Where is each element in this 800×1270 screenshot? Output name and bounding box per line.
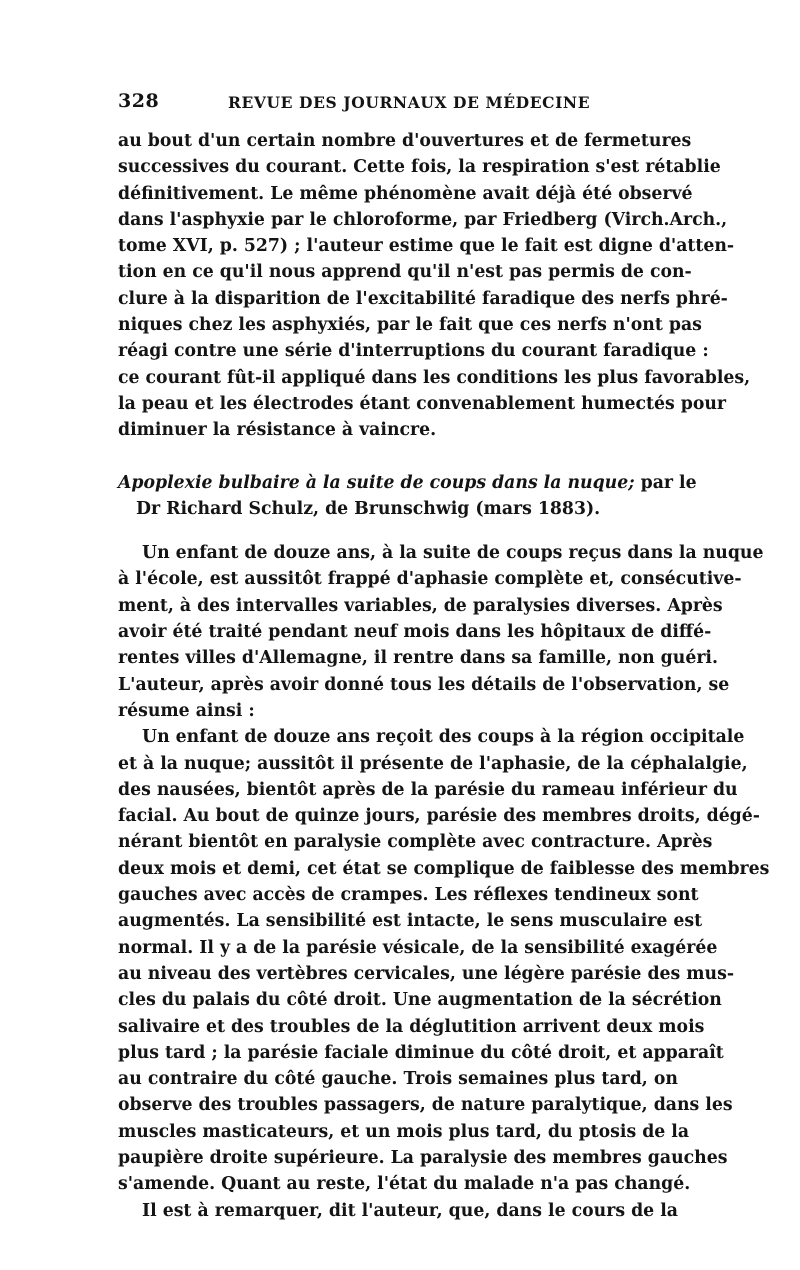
text-line: facial. Au bout de quinze jours, parésie des membres droits, dégé- (118, 806, 760, 827)
text-line: avoir été traité pendant neuf mois dans les hôpitaux de diffé- (118, 622, 712, 643)
paragraph (118, 540, 764, 724)
article-title: Apoplexie bulbaire à la suite de coups dans la nuque; (118, 472, 635, 493)
text-line: s'amende. Quant au reste, l'état du malade n'a pas changé. (118, 1174, 691, 1195)
text-line: salivaire et des troubles de la déglutition arrivent deux mois (118, 1016, 705, 1037)
text-line: ce courant fût-il appliqué dans les conditions les plus favorables, (118, 367, 751, 388)
text-line: résume ainsi : (118, 700, 255, 721)
text-line: plus tard ; la parésie faciale diminue du côté droit, et apparaît (118, 1042, 724, 1063)
text-line: rentes villes d'Allemagne, il rentre dans sa famille, non guéri. (118, 648, 719, 669)
section-gap (118, 522, 678, 540)
text-line: des nausées, bientôt après de la parésie du rameau inférieur du (118, 779, 738, 800)
text-line: au contraire du côté gauche. Trois semaines plus tard, on (118, 1069, 678, 1090)
section-gap (118, 444, 678, 470)
article-author-line: Dr Richard Schulz, de Brunschwig (mars 1883). (136, 498, 601, 519)
text-line: nérant bientôt en paralysie complète avec contracture. Après (118, 832, 713, 853)
paragraph (118, 724, 770, 1224)
text-line: tome XVI, p. 527) ; l'auteur estime que le fait est digne d'atten- (118, 236, 735, 257)
journal-title: REVUE DES JOURNAUX DE MÉDECINE (228, 93, 591, 112)
text-line: L'auteur, après avoir donné tous les détails de l'observation, se (118, 674, 730, 695)
article-heading (118, 470, 697, 523)
text-line: Un enfant de douze ans, à la suite de coups reçus dans la nuque (142, 543, 764, 564)
text-line: normal. Il y a de la parésie vésicale, de la sensibilité exagérée (118, 937, 718, 958)
running-head (118, 90, 678, 118)
text-line: cles du palais du côté droit. Une augmentation de la sécrétion (118, 990, 722, 1011)
text-line: diminuer la résistance à vaincre. (118, 420, 437, 441)
body-text (118, 128, 770, 1224)
text-line: dans l'asphyxie par le chloroforme, par Friedberg (Virch.Arch., (118, 209, 728, 230)
text-line: niques chez les asphyxiés, par le fait que ces nerfs n'ont pas (118, 315, 702, 336)
text-line: augmentés. La sensibilité est intacte, le sens musculaire est (118, 911, 703, 932)
text-line: muscles masticateurs, et un mois plus tard, du ptosis de la (118, 1121, 690, 1142)
text-line: gauches avec accès de crampes. Les réflexes tendineux sont (118, 885, 699, 906)
text-line: réagi contre une série d'interruptions du courant faradique : (118, 341, 709, 362)
text-line: et à la nuque; aussitôt il présente de l'aphasie, de la céphalalgie, (118, 753, 748, 774)
text-line: successives du courant. Cette fois, la respiration s'est rétablie (118, 157, 721, 178)
text-line: deux mois et demi, cet état se complique de faiblesse des membres (118, 858, 770, 879)
article-byline-prefix: par le (634, 472, 697, 493)
text-line: définitivement. Le même phénomène avait déjà été observé (118, 183, 693, 204)
text-line: à l'école, est aussitôt frappé d'aphasie complète et, consécutive- (118, 569, 742, 590)
text-line: clure à la disparition de l'excitabilité faradique des nerfs phré- (118, 288, 728, 309)
text-line: tion en ce qu'il nous apprend qu'il n'est pas permis de con- (118, 262, 692, 283)
article-title-line (118, 470, 697, 496)
paragraph-continuation (118, 128, 751, 444)
text-line: observe des troubles passagers, de nature paralytique, dans les (118, 1095, 733, 1116)
text-line: Il est à remarquer, dit l'auteur, que, dans le cours de la (142, 1200, 678, 1221)
text-line: la peau et les électrodes étant convenablement humectés pour (118, 393, 727, 414)
text-line: au niveau des vertèbres cervicales, une légère parésie des mus- (118, 963, 735, 984)
text-line: paupière droite supérieure. La paralysie des membres gauches (118, 1147, 728, 1168)
text-line: au bout d'un certain nombre d'ouvertures et de fermetures (118, 131, 692, 151)
text-line: ment, à des intervalles variables, de paralysies diverses. Après (118, 595, 723, 616)
text-line: Un enfant de douze ans reçoit des coups à la région occipitale (142, 727, 745, 748)
page-number: 328 (118, 90, 160, 112)
